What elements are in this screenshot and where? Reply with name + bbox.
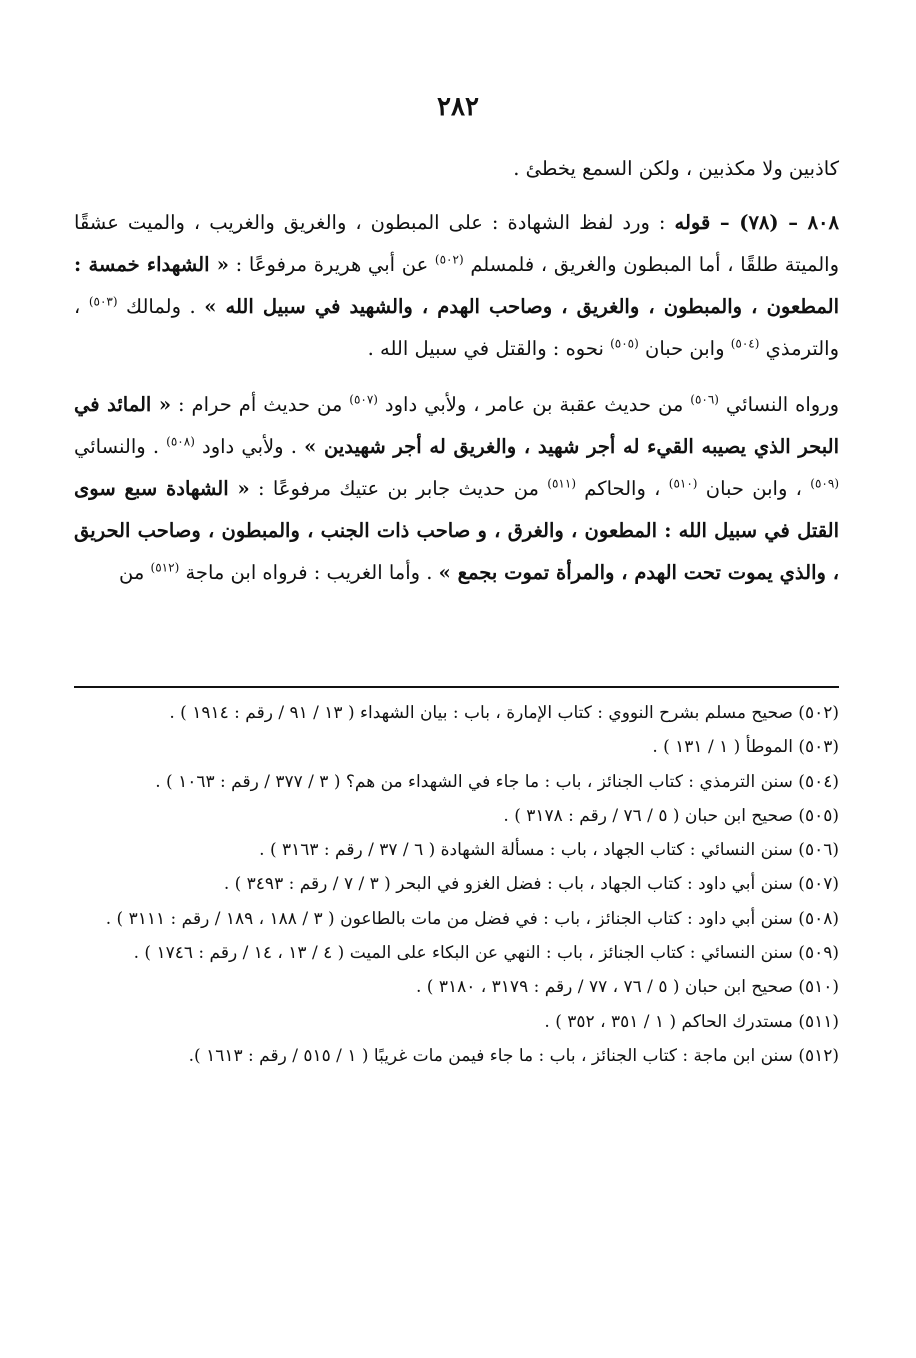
text-run: وابن حبان: [638, 337, 731, 360]
footnote-ref[interactable]: (٥٠٤): [730, 336, 760, 351]
footnote-ref[interactable]: (٥٠٨): [166, 434, 195, 449]
text-run: : ورد لفظ الشهادة : على المبطون ، والغريق والغريب ، والميت عشقًا والميتة طلقًا ، أما المبطون والغريق ، فلمسلم: [74, 211, 840, 276]
text-run: . ولأبي داود: [194, 435, 305, 458]
entry-number: ٨٠٨ – (٧٨) – قوله: [674, 211, 839, 234]
footnote-ref[interactable]: (٥١٢): [150, 560, 180, 575]
footnote-ref[interactable]: (٥٠٢): [434, 252, 464, 267]
text-run: من حديث جابر بن عتيك مرفوعًا :: [249, 477, 548, 500]
text-run: ، وابن حبان: [697, 477, 811, 500]
paragraph-continuation: كاذبين ولا مكذبين ، ولكن السمع يخطئ .: [513, 157, 839, 180]
footnote-ref[interactable]: (٥٠٣): [88, 294, 118, 309]
footnotes: [74, 696, 839, 1073]
footnote: (٥٠٤) سنن الترمذي : كتاب الجنائز ، باب : ما جاء في الشهداء من هم؟ ( ٣ / ٣٧٧ / رقم : ١٠٦٣ ) .: [155, 771, 839, 792]
footnote: (٥١٢) سنن ابن ماجة : كتاب الجنائز ، باب : ما جاء فيمن مات غريبًا ( ١ / ٥١٥ / رقم : ١٦١٣ ).: [188, 1045, 839, 1066]
footnote-ref[interactable]: (٥١١): [547, 476, 577, 491]
text-run: من حديث أم حرام :: [171, 393, 350, 416]
footnote: (٥٠٥) صحيح ابن حبان ( ٥ / ٧٦ / رقم : ٣١٧٨ ) .: [503, 805, 839, 826]
text-run: . والنسائي: [74, 435, 167, 458]
hadith-quote: « الشهداء خمسة : المطعون ، والمبطون ، والغريق ، وصاحب الهدم ، والشهيد في سبيل الله »: [74, 253, 839, 318]
footnote: (٥٠٨) سنن أبي داود : كتاب الجنائز ، باب : في فضل من مات بالطاعون ( ٣ / ١٨٨ ، ١٨٩ / رقم : ٣١١١ ) .: [105, 908, 839, 929]
footnote: (٥٠٩) سنن النسائي : كتاب الجنائز ، باب : النهي عن البكاء على الميت ( ٤ / ١٣ ، ١٤ / رقم : ١٧٤٦ ) .: [133, 943, 839, 964]
text-run: . وأما الغريب : فرواه ابن ماجة: [179, 561, 439, 584]
hadith-quote: « المائد في البحر الذي يصيبه القيء له أجر شهيد ، والغريق له أجر شهيدين »: [74, 393, 839, 458]
footnote: (٥١١) مستدرك الحاكم ( ١ / ٣٥١ ، ٣٥٢ ) .: [544, 1011, 839, 1032]
paragraph-808: [74, 202, 839, 370]
text-run: من: [119, 561, 151, 584]
text-run: ورواه النسائي: [718, 393, 840, 416]
footnote: (٥٠٣) الموطأ ( ١ / ١٣١ ) .: [652, 737, 839, 758]
footnote: (٥٠٢) صحيح مسلم بشرح النووي : كتاب الإمارة ، باب : بيان الشهداء ( ١٣ / ٩١ / رقم : ١٩١٤ ) .: [169, 703, 839, 723]
text-run: عن أبي هريرة مرفوعًا :: [228, 253, 435, 276]
footnote: (٥٠٧) سنن أبي داود : كتاب الجهاد ، باب : فضل الغزو في البحر ( ٣ / ٧ / رقم : ٣٤٩٣ ) .: [223, 874, 839, 895]
footnote-ref[interactable]: (٥١٠): [668, 476, 698, 491]
paragraph-nasai: [74, 384, 839, 594]
footnote-ref[interactable]: (٥٠٦): [690, 392, 719, 407]
main-text: [74, 148, 839, 594]
footnote: (٥١٠) صحيح ابن حبان ( ٥ / ٧٦ ، ٧٧ / رقم : ٣١٧٩ ، ٣١٨٠ ) .: [416, 977, 839, 998]
footnote: (٥٠٦) سنن النسائي : كتاب الجهاد ، باب : مسألة الشهادة ( ٦ / ٣٧ / رقم : ٣١٦٣ ) .: [259, 840, 839, 861]
text-run: من حديث عقبة بن عامر ، ولأبي داود: [377, 393, 691, 416]
footnote-divider: [74, 686, 839, 688]
text-run: ، والترمذي: [74, 295, 839, 360]
page-number: ٢٨٢: [437, 92, 479, 122]
text-run: ، والحاكم: [576, 477, 669, 500]
hadith-quote: « الشهادة سبع سوى القتل في سبيل الله : المطعون ، والغرق ، و صاحب ذات الجنب ، والمبطون ، وصاحب الحريق ، والذي يموت تحت الهدم ، والمرأة تموت بجمع »: [74, 477, 839, 584]
footnote-ref[interactable]: (٥٠٩): [810, 476, 839, 491]
footnote-ref[interactable]: (٥٠٥): [610, 336, 639, 351]
text-run: . ولمالك: [117, 295, 205, 318]
text-run: نحوه : والقتل في سبيل الله .: [367, 337, 611, 360]
footnote-ref[interactable]: (٥٠٧): [349, 392, 378, 407]
